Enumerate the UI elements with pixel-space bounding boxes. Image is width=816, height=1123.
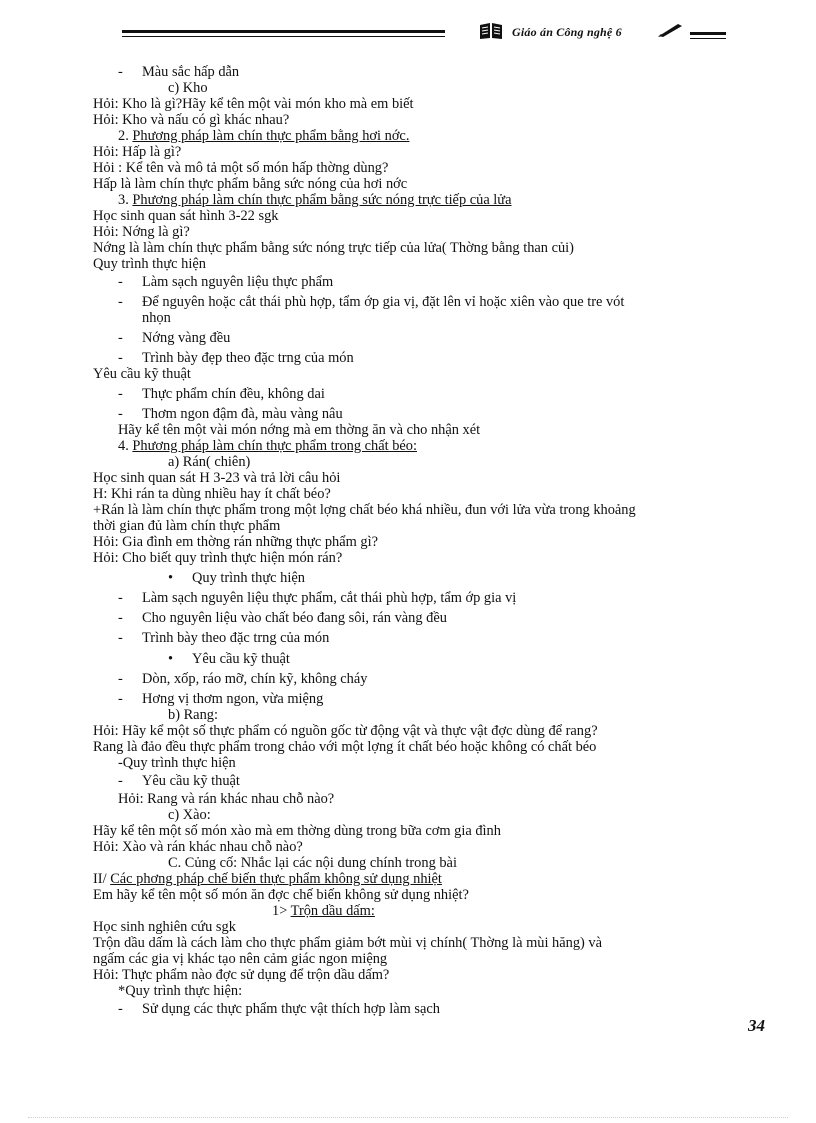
text-line [93, 919, 236, 935]
line-text: Dòn, xốp, ráo mỡ, chín kỹ, không cháy [142, 671, 368, 687]
header-rule-right [690, 32, 726, 35]
line-text: Trộn dầu dấm là cách làm cho thực phẩm giảm bớt mùi vị chính( Thờng là mùi hăng) và [93, 935, 602, 951]
text-line [93, 176, 407, 192]
line-text: c) Xào: [168, 807, 211, 823]
line-text: Sử dụng các thực phẩm thực vật thích hợp làm sạch [142, 1001, 440, 1017]
bullet-dash-icon: - [118, 386, 123, 402]
text-line [93, 224, 190, 240]
bullet-dash-icon: - [118, 330, 123, 346]
bullet-dash-icon: - [118, 590, 123, 606]
text-line [93, 839, 303, 855]
line-text: Nớng vàng đều [142, 330, 231, 346]
line-text: II/ [93, 871, 111, 887]
text-line [93, 256, 206, 272]
line-text: Trình bày đẹp theo đặc trng của món [142, 350, 354, 366]
bullet-dash-icon: - [118, 691, 123, 707]
text-line [168, 855, 457, 871]
footer-divider [28, 1117, 788, 1118]
text-line [118, 330, 230, 346]
text-line [93, 534, 378, 550]
line-text: Cho nguyên liệu vào chất béo đang sôi, rán vàng đều [142, 610, 447, 626]
line-text: Quy trình thực hiện [93, 256, 206, 272]
text-line [93, 208, 278, 224]
line-text: ngấm các gia vị khác tạo nên cảm giác ngon miệng [93, 951, 388, 967]
text-line [93, 96, 414, 112]
text-line [168, 651, 290, 667]
book-icon [478, 22, 504, 40]
text-line [168, 570, 305, 586]
text-line [93, 935, 602, 951]
line-text: Yêu cầu kỹ thuật [93, 366, 191, 382]
bullet-dash-icon: - [118, 406, 123, 422]
line-text: Thơm ngon đậm đà, màu vàng nâu [142, 406, 343, 422]
line-text: Hỏi: Xào và rán khác nhau chỗ nào? [93, 839, 303, 855]
line-text: Hỏi: Nớng là gì? [93, 224, 190, 240]
underlined-heading: Phương pháp làm chín thực phẩm bằng sức nóng trực tiếp của lửa [132, 192, 512, 208]
bullet-dash-icon: - [118, 350, 123, 366]
line-text: Trình bày theo đặc trng của món [142, 630, 330, 646]
text-line [118, 192, 512, 208]
text-line [118, 791, 334, 807]
text-line [93, 723, 598, 739]
text-line [168, 707, 218, 723]
text-line [118, 274, 333, 290]
text-line [118, 406, 343, 422]
line-text: Học sinh quan sát H 3-23 và trả lời câu hỏi [93, 470, 341, 486]
line-text: Hấp là làm chín thực phẩm bằng sức nóng của hơi nớc [93, 176, 408, 192]
underlined-heading: Phương pháp làm chín thực phẩm trong chất béo: [132, 438, 417, 454]
text-line [118, 128, 409, 144]
text-line [93, 951, 387, 967]
text-line [93, 871, 442, 887]
text-line [93, 823, 501, 839]
line-text: H: Khi rán ta dùng nhiều hay ít chất béo? [93, 486, 331, 502]
line-text: Thực phẩm chín đều, không dai [142, 386, 325, 402]
header-title: Giáo án Công nghệ 6 [512, 25, 622, 39]
line-text: Nớng là làm chín thực phẩm bằng sức nóng trực tiếp của lửa( Thờng bằng than củi) [93, 240, 574, 256]
line-text: 2. [118, 128, 133, 144]
text-line [93, 366, 191, 382]
underlined-heading: Trộn dầu dấm: [290, 903, 375, 919]
text-line [142, 310, 171, 326]
line-text: b) Rang: [168, 707, 218, 723]
bullet-dot-icon: • [168, 651, 174, 667]
text-line [118, 386, 325, 402]
text-line [93, 739, 596, 755]
text-line [168, 454, 250, 470]
line-text: Yêu cầu kỹ thuật [192, 651, 290, 667]
line-text: Hỏi: Kho là gì?Hãy kể tên một vài món kho mà em biết [93, 96, 414, 112]
line-text: Hỏi: Kho và nấu có gì khác nhau? [93, 112, 290, 128]
header-rule-right-thin [690, 38, 726, 39]
line-text: thời gian đủ làm chín thực phẩm [93, 518, 281, 534]
bullet-dash-icon: - [118, 630, 123, 646]
bullet-dash-icon: - [118, 64, 123, 80]
text-line [118, 438, 417, 454]
line-text: Để nguyên hoặc cắt thái phù hợp, tẩm ớp gia vị, đặt lên vỉ hoặc xiên vào que tre vót [142, 294, 625, 310]
line-text: Quy trình thực hiện [192, 570, 305, 586]
line-text: +Rán là làm chín thực phẩm trong một lợng chất béo khá nhiều, đun với lửa vừa trong khoảng [93, 502, 636, 518]
line-text: Làm sạch nguyên liệu thực phẩm [142, 274, 334, 290]
line-text: 4. [118, 438, 133, 454]
header-rule [122, 30, 445, 33]
line-text: 3. [118, 192, 133, 208]
text-line [118, 350, 354, 366]
text-line [93, 550, 342, 566]
text-line [118, 691, 323, 707]
text-line [93, 470, 340, 486]
text-line [118, 983, 242, 999]
text-line [272, 903, 375, 919]
text-line [93, 112, 289, 128]
text-line [118, 610, 447, 626]
text-line [118, 294, 624, 310]
line-text: 1> [272, 903, 291, 919]
text-line [93, 240, 574, 256]
bullet-dash-icon: - [118, 294, 123, 310]
text-line [168, 80, 208, 96]
text-line [118, 1001, 440, 1017]
bullet-dash-icon: - [118, 274, 123, 290]
line-text: Hỏi : Kể tên và mô tả một số món hấp thờng dùng? [93, 160, 389, 176]
bullet-dash-icon: - [118, 773, 123, 789]
line-text: Hỏi: Hãy kể một số thực phẩm có nguồn gốc từ động vật và thực vật đợc dùng để rang? [93, 723, 598, 739]
line-text: Hãy kể tên một số món xào mà em thờng dùng trong bữa cơm gia đình [93, 823, 501, 839]
bullet-dot-icon: • [168, 570, 174, 586]
line-text: a) Rán( chiên) [168, 454, 251, 470]
text-line [168, 807, 211, 823]
text-line [93, 486, 331, 502]
line-text: Hỏi: Cho biết quy trình thực hiện món rán? [93, 550, 343, 566]
underlined-heading: Phương pháp làm chín thực phẩm bằng hơi nớc. [132, 128, 410, 144]
line-text: Hỏi: Thực phẩm nào đợc sử dụng để trộn dầu dấm? [93, 967, 390, 983]
line-text: Màu sắc hấp dẫn [142, 64, 240, 80]
text-line [93, 887, 469, 903]
line-text: Hỏi: Hấp là gì? [93, 144, 182, 160]
text-line [93, 967, 389, 983]
line-text: Em hãy kể tên một số món ăn đợc chế biến không sử dụng nhiệt? [93, 887, 469, 903]
line-text: -Quy trình thực hiện [118, 755, 236, 771]
text-line [93, 518, 280, 534]
text-line [118, 590, 516, 606]
line-text: Yêu cầu kỹ thuật [142, 773, 240, 789]
text-line [118, 64, 239, 80]
line-text: Học sinh nghiên cứu sgk [93, 919, 236, 935]
line-text: Hơng vị thơm ngon, vừa miệng [142, 691, 324, 707]
page-number: 34 [748, 1016, 765, 1035]
bullet-dash-icon: - [118, 610, 123, 626]
bullet-dash-icon: - [118, 671, 123, 687]
line-text: C. Củng cố: Nhắc lại các nội dung chính trong bài [168, 855, 457, 871]
pen-icon [656, 22, 684, 38]
text-line [118, 630, 329, 646]
text-line [118, 422, 480, 438]
text-line [93, 502, 636, 518]
line-text: Hãy kể tên một vài món nớng mà em thờng ăn và cho nhận xét [118, 422, 481, 438]
line-text: Rang là đảo đều thực phẩm trong chảo với một lợng ít chất béo hoặc không có chất béo [93, 739, 597, 755]
text-line [118, 773, 240, 789]
line-text: Làm sạch nguyên liệu thực phẩm, cắt thái phù hợp, tẩm ớp gia vị [142, 590, 517, 606]
line-text: Hỏi: Gia đình em thờng rán những thực phẩm gì? [93, 534, 378, 550]
text-line [93, 160, 388, 176]
header-rule-thin [122, 36, 445, 37]
line-text: nhọn [142, 310, 171, 326]
line-text: Hỏi: Rang và rán khác nhau chỗ nào? [118, 791, 335, 807]
text-line [118, 755, 236, 771]
bullet-dash-icon: - [118, 1001, 123, 1017]
line-text: c) Kho [168, 80, 208, 96]
line-text: Học sinh quan sát hình 3-22 sgk [93, 208, 279, 224]
underlined-heading: Các phơng pháp chế biến thực phẩm không sử dụng nhiệt [110, 871, 442, 887]
text-line [93, 144, 181, 160]
text-line [118, 671, 367, 687]
line-text: *Quy trình thực hiện: [118, 983, 243, 999]
